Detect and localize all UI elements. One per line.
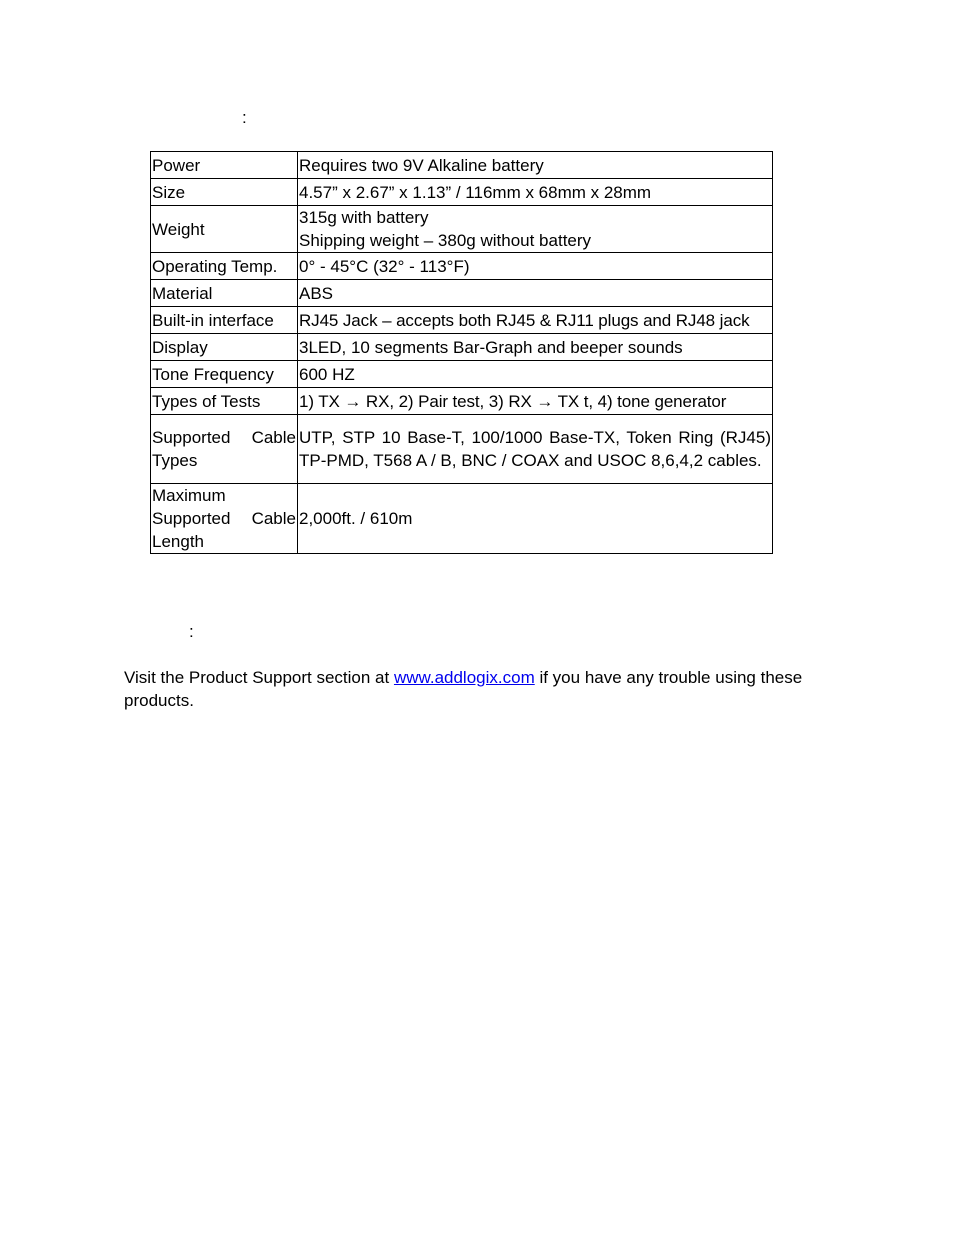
table-row xyxy=(151,415,773,484)
spec-value: 1) TX → RX, 2) Pair test, 3) RX → TX t, 4) tone generator xyxy=(298,388,773,415)
support-text-before: Visit the Product Support section at xyxy=(124,668,394,687)
spec-value: ABS xyxy=(298,280,773,307)
spec-label: Supported Cable Types xyxy=(151,415,298,484)
spec-value: Requires two 9V Alkaline battery xyxy=(298,152,773,179)
table-row xyxy=(151,334,773,361)
spec-label: Display xyxy=(151,334,298,361)
spec-value: 3LED, 10 segments Bar-Graph and beeper sounds xyxy=(298,334,773,361)
table-row xyxy=(151,179,773,206)
spec-label: Size xyxy=(151,179,298,206)
table-row xyxy=(151,280,773,307)
table-row xyxy=(151,253,773,280)
spec-value: 2,000ft. / 610m xyxy=(298,484,773,554)
spec-value: 0° - 45°C (32° - 113°F) xyxy=(298,253,773,280)
table-row xyxy=(151,152,773,179)
support-heading-colon: : xyxy=(189,622,194,641)
spec-value: 4.57” x 2.67” x 1.13” / 116mm x 68mm x 28mm xyxy=(298,179,773,206)
table-row xyxy=(151,206,773,253)
spec-value: RJ45 Jack – accepts both RJ45 & RJ11 plugs and RJ48 jack xyxy=(298,307,773,334)
table-row xyxy=(151,307,773,334)
support-paragraph xyxy=(124,666,839,712)
table-row xyxy=(151,484,773,554)
spec-label: Power xyxy=(151,152,298,179)
spec-value: 600 HZ xyxy=(298,361,773,388)
spec-label: Built-in interface xyxy=(151,307,298,334)
spec-label: Material xyxy=(151,280,298,307)
spec-value: UTP, STP 10 Base-T, 100/1000 Base-TX, Token Ring (RJ45) TP-PMD, T568 A / B, BNC / COAX and USOC 8,6,4,2 cables. xyxy=(298,415,773,484)
spec-label: Operating Temp. xyxy=(151,253,298,280)
spec-value-line: 315g with battery xyxy=(299,208,429,227)
spec-label: Types of Tests xyxy=(151,388,298,415)
support-text-after: if you have any trouble using these products. xyxy=(124,668,803,710)
spec-value xyxy=(298,206,773,253)
spec-value-line: Shipping weight – 380g without battery xyxy=(299,231,592,250)
spec-label: Maximum Supported Cable Length xyxy=(151,484,298,554)
spec-label: Weight xyxy=(151,206,298,253)
spec-table xyxy=(150,151,773,554)
support-link[interactable]: www.addlogix.com xyxy=(393,668,535,687)
spec-heading-colon: : xyxy=(242,108,247,127)
table-row xyxy=(151,361,773,388)
spec-label: Tone Frequency xyxy=(151,361,298,388)
table-row xyxy=(151,388,773,415)
